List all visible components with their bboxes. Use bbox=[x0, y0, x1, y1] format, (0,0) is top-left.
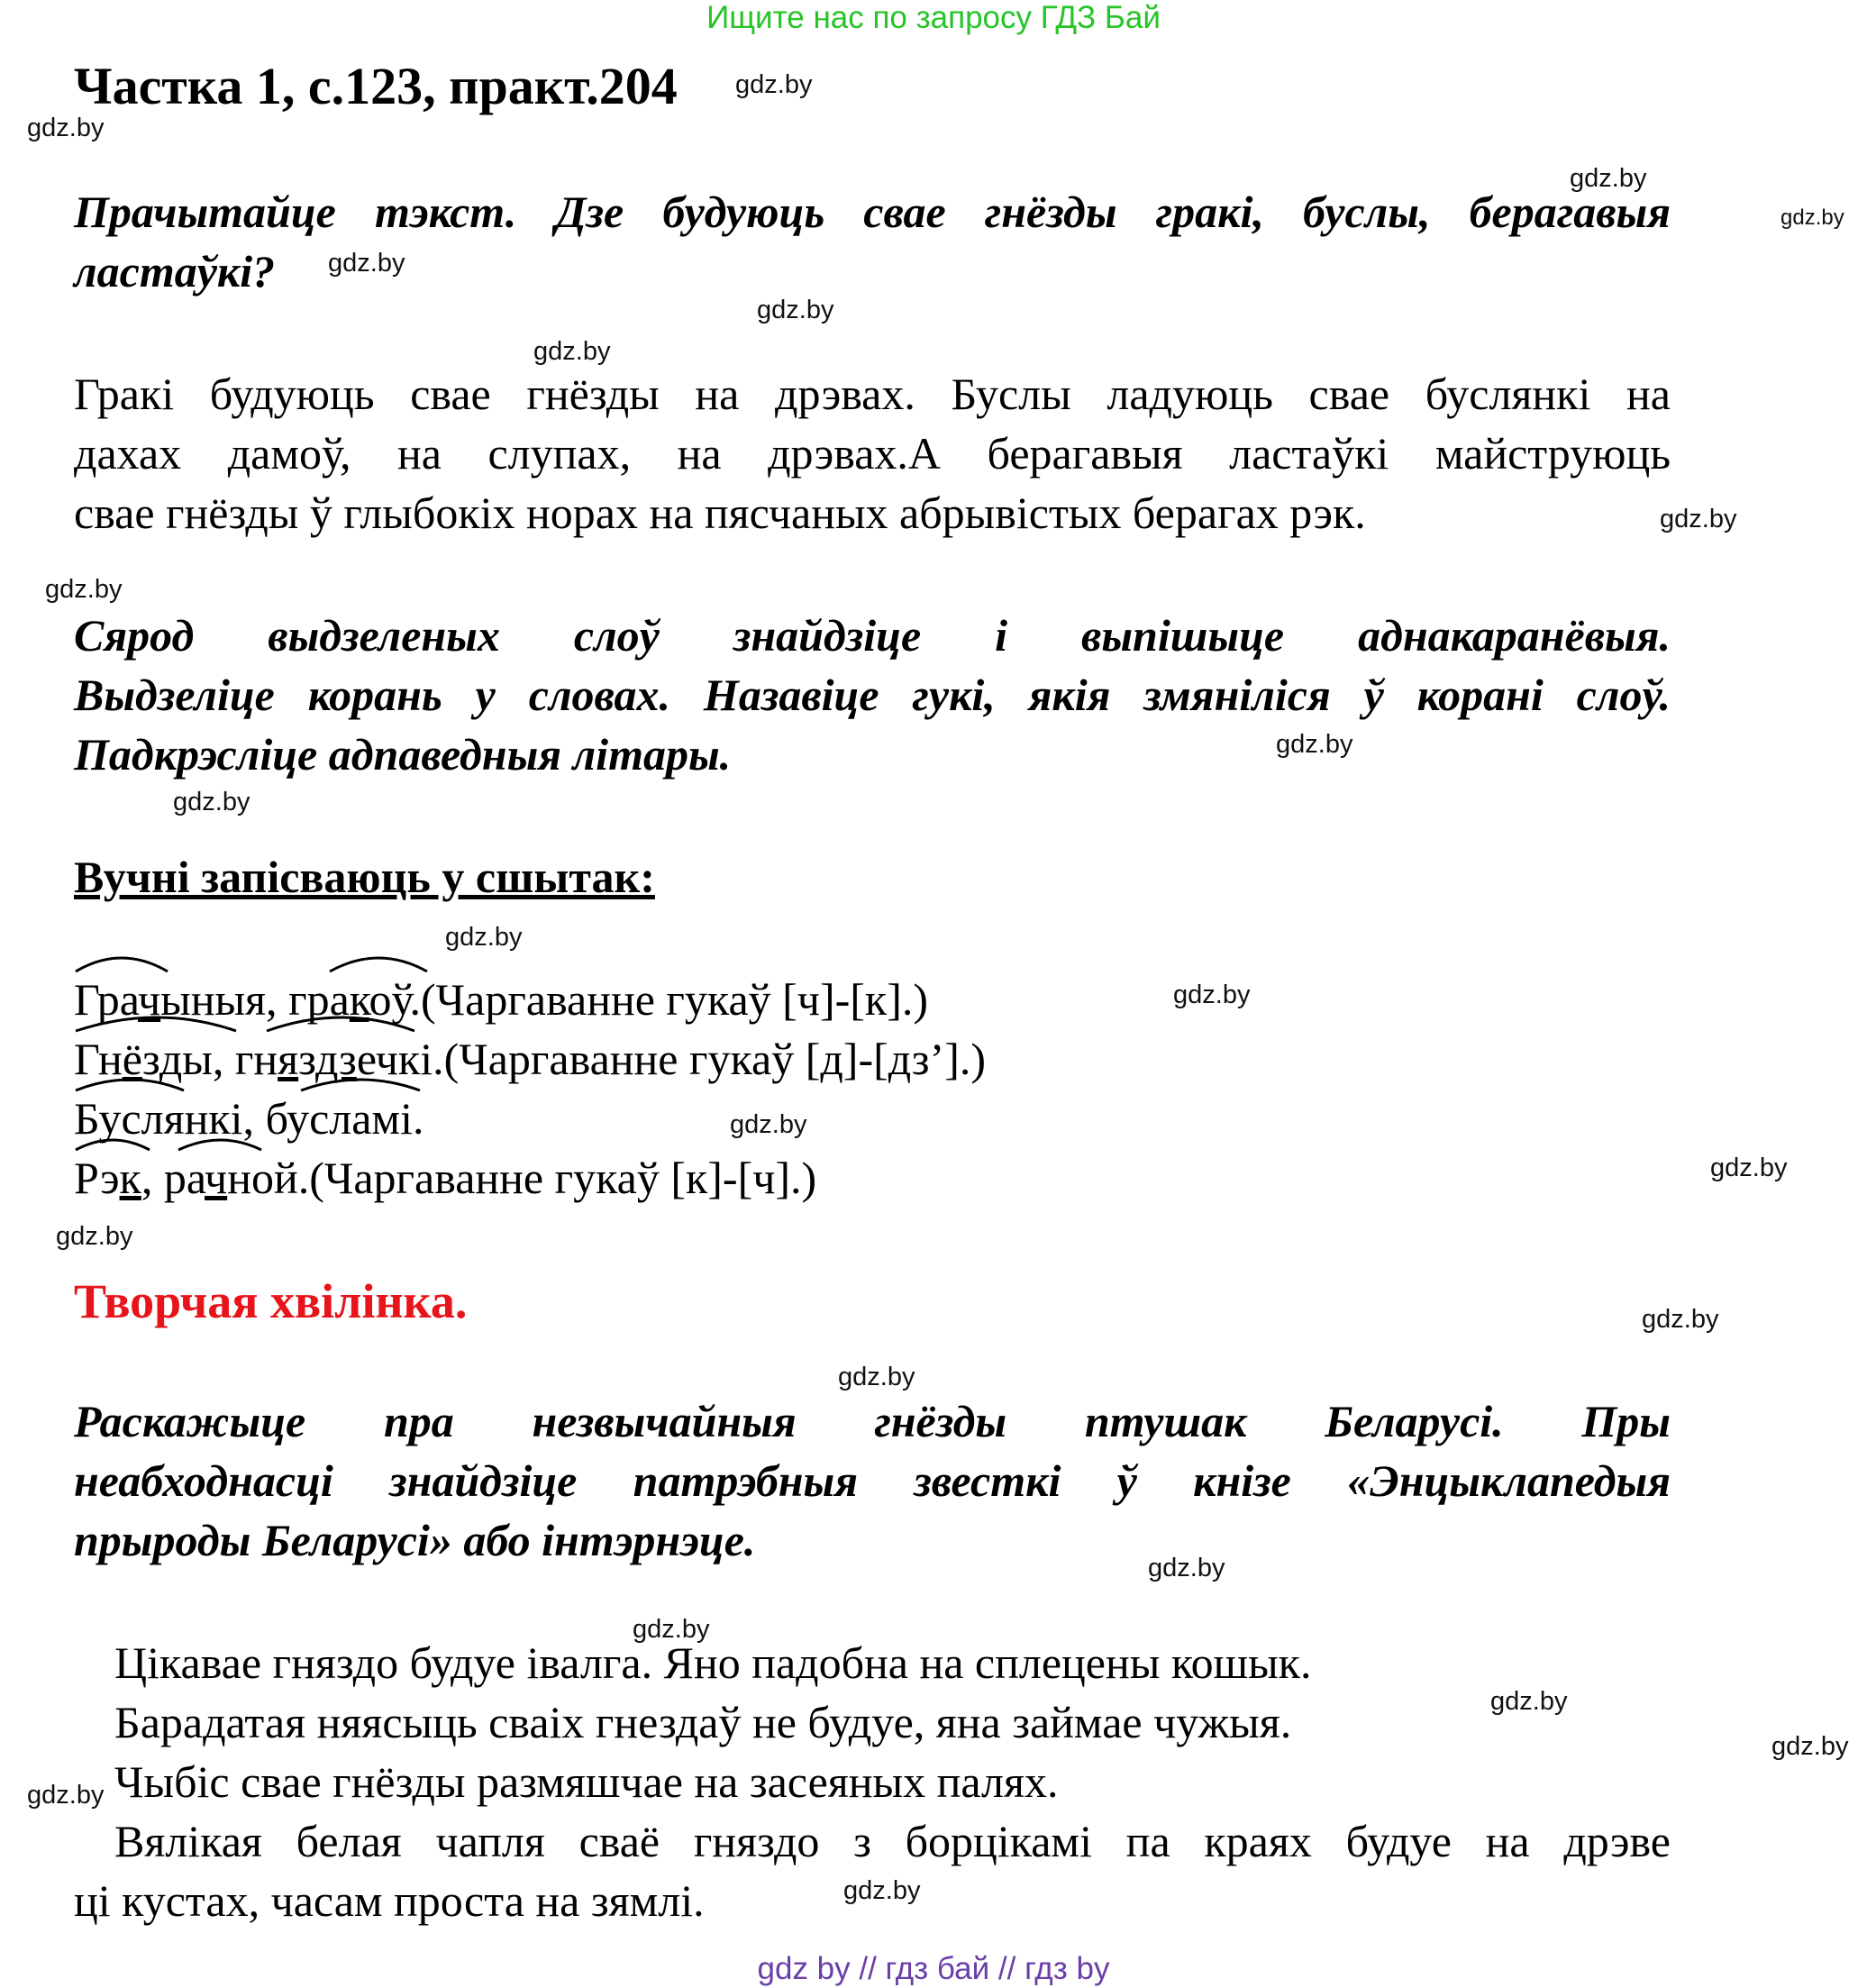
task-1-line: Прачытайце тэкст. Дзе будуюць свае гнёзды гракі, буслы, берагавыя bbox=[74, 187, 1671, 237]
task-3-line: неабходнасці знайдзіце патрэбныя звесткі ў кнізе «Энцыклапедыя bbox=[74, 1455, 1671, 1506]
word-part: гра bbox=[288, 974, 350, 1025]
watermark: gdz.by bbox=[1173, 980, 1251, 1009]
answer-line: Гракі будуюць свае гнёзды на дрэвах. Буслы ладуюць свае буслянкі на bbox=[74, 369, 1671, 419]
watermark: gdz.by bbox=[1780, 205, 1844, 230]
answer-line: свае гнёзды ў глыбокіх норах на пясчаных абрывістых берагах рэк. bbox=[74, 488, 1366, 538]
watermark: gdz.by bbox=[1148, 1554, 1225, 1582]
watermark: gdz.by bbox=[56, 1222, 133, 1251]
notebook-subheading: Вучні запісваюць у сшытак: bbox=[74, 852, 655, 902]
page-heading: Частка 1, с.123, практ.204 bbox=[74, 57, 678, 115]
underlined-letter: ч bbox=[205, 1153, 228, 1203]
story-text bbox=[74, 1633, 1671, 1930]
underlined-letter: дз bbox=[315, 1034, 357, 1084]
word-part: ы, bbox=[182, 1034, 235, 1084]
watermark: gdz.by bbox=[328, 249, 405, 278]
underlined-letter: я bbox=[278, 1034, 299, 1084]
word-part: ра bbox=[163, 1153, 205, 1203]
task-1-line: ластаўкі? bbox=[74, 246, 276, 296]
word-part: оў.(Чаргаванне гукаў [ч]-[к].) bbox=[369, 974, 928, 1025]
watermark: gdz.by bbox=[1660, 505, 1737, 533]
watermark: gdz.by bbox=[730, 1110, 807, 1139]
word-part: Р bbox=[74, 1153, 101, 1203]
word-line-4 bbox=[74, 1152, 816, 1204]
watermark: gdz.by bbox=[1276, 730, 1353, 759]
watermark: gdz.by bbox=[1570, 164, 1647, 193]
word-line-3 bbox=[74, 1092, 423, 1144]
creative-heading: Творчая хвілінка. bbox=[74, 1274, 468, 1328]
answer-line: дахах дамоў, на слупах, на дрэвах.А берагавыя ластаўкі майструюць bbox=[74, 428, 1671, 479]
top-banner: Ищите нас по запросу ГДЗ Бай bbox=[706, 0, 1161, 35]
task-3-line: прыроды Беларусі» або інтэрнэце. bbox=[74, 1515, 756, 1565]
story-line: Цікавае гняздо будуе івалга. Яно падобна на сплецены кошык. bbox=[114, 1637, 1312, 1688]
root-arc bbox=[330, 958, 427, 971]
story-line: ці кустах, часам проста на зямлі. bbox=[74, 1875, 705, 1926]
word-line-1 bbox=[74, 973, 928, 1026]
task-3-line: Раскажыце пра незвычайныя гнёзды птушак Беларусі. Пры bbox=[74, 1396, 1671, 1446]
watermark: gdz.by bbox=[27, 1781, 105, 1810]
watermark: gdz.by bbox=[1642, 1305, 1719, 1334]
story-line: Чыбіс свае гнёзды размяшчае на засеяных палях. bbox=[114, 1756, 1059, 1807]
word-part: буслам bbox=[265, 1093, 401, 1144]
story-line: Вялікая белая чапля сваё гняздо з борцікамі па краях будуе на дрэве bbox=[114, 1816, 1671, 1866]
word-part: э bbox=[100, 1153, 120, 1203]
watermark: gdz.by bbox=[445, 923, 523, 952]
watermark: gdz.by bbox=[27, 114, 105, 142]
task-2-line: Падкрэсліце адпаведныя літары. bbox=[74, 729, 732, 780]
watermark: gdz.by bbox=[45, 575, 123, 604]
watermark: gdz.by bbox=[533, 337, 611, 366]
root-arc bbox=[76, 958, 168, 971]
word-part: з bbox=[298, 1034, 315, 1084]
word-part: з bbox=[141, 1034, 159, 1084]
task-2-line: Сярод выдзеленых слоў знайдзіце і выпішыце аднакаранёвыя. bbox=[74, 610, 1671, 661]
word-part: ыныя, bbox=[160, 974, 289, 1025]
word-part: і. bbox=[400, 1093, 424, 1144]
task-3 bbox=[74, 1391, 1671, 1570]
word-part: Буслянкі, bbox=[74, 1093, 266, 1144]
word-part: ечкі.(Чаргаванне гукаў [д]-[дз’].) bbox=[356, 1034, 987, 1084]
word-part: ной.(Чаргаванне гукаў [к]-[ч].) bbox=[227, 1153, 817, 1203]
word-part: Гра bbox=[74, 974, 138, 1025]
watermark: gdz.by bbox=[843, 1876, 921, 1905]
watermark: gdz.by bbox=[1771, 1732, 1849, 1761]
task-2-line: Выдзеліце корань у словах. Назавіце гукі, якія змяніліся ў корані слоў. bbox=[74, 670, 1671, 720]
watermark: gdz.by bbox=[633, 1615, 710, 1644]
watermark: gdz.by bbox=[173, 788, 250, 816]
word-part: , bbox=[141, 1153, 164, 1203]
word-line-2 bbox=[74, 1033, 986, 1085]
underlined-letter: к bbox=[349, 974, 369, 1025]
watermark: gdz.by bbox=[735, 70, 813, 99]
underlined-letter: ё bbox=[122, 1034, 142, 1084]
word-part: гн bbox=[234, 1034, 278, 1084]
underlined-letter: д bbox=[159, 1034, 183, 1084]
footer: gdz by // гдз бай // гдз by bbox=[757, 1951, 1110, 1986]
underlined-letter: ч bbox=[137, 974, 161, 1025]
watermark: gdz.by bbox=[1710, 1154, 1788, 1182]
watermark: gdz.by bbox=[1490, 1687, 1568, 1716]
underlined-letter: к bbox=[119, 1153, 141, 1203]
watermark: gdz.by bbox=[838, 1363, 915, 1391]
watermark: gdz.by bbox=[757, 296, 834, 324]
story-line: Барадатая няясыць сваіх гнездаў не будуе, яна займае чужыя. bbox=[114, 1697, 1292, 1747]
word-part: Гн bbox=[74, 1034, 123, 1084]
